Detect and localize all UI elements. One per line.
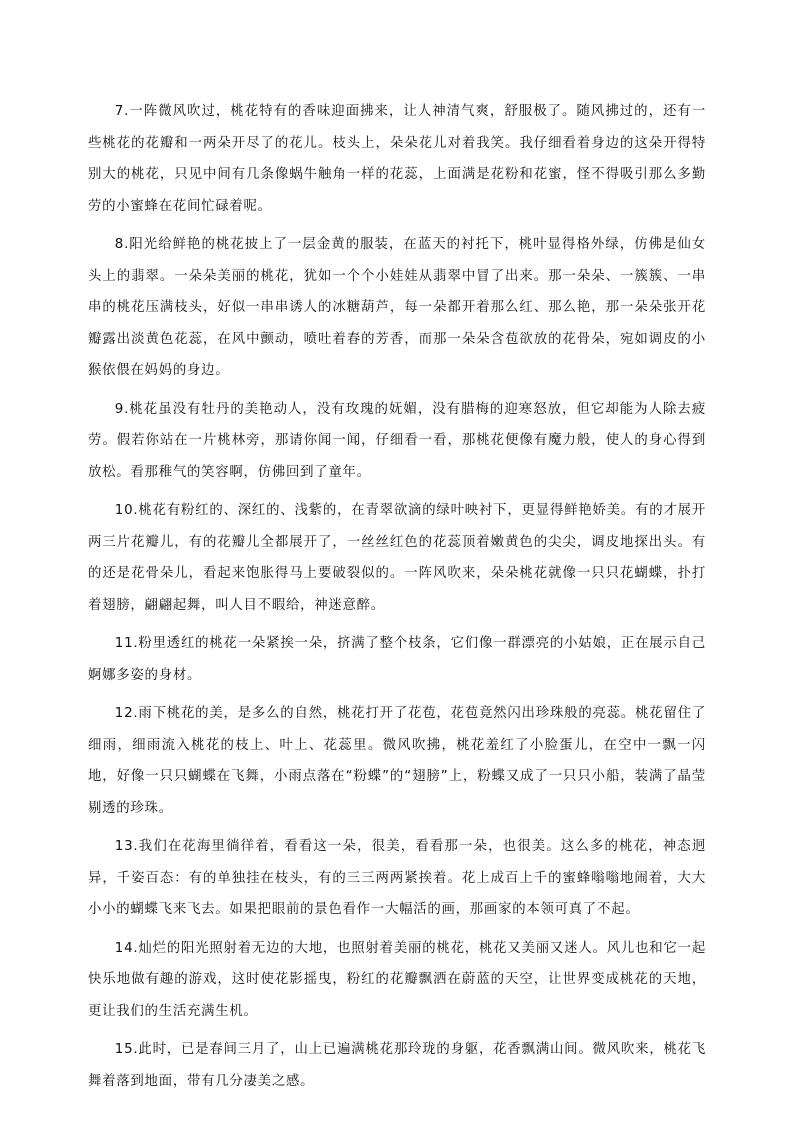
paragraph-number: 12. xyxy=(114,706,139,721)
paragraph-number: 11. xyxy=(114,636,139,651)
paragraph-number: 9. xyxy=(114,401,130,417)
paragraph-13 xyxy=(88,831,706,926)
paragraph-text: 雨下桃花的美，是多么的自然，桃花打开了花苞，花苞竟然闪出珍珠般的亮蕊。桃花留住了细雨，细雨流入桃花的枝上、叶上、花蕊里。微风吹拂，桃花羞红了小脸蛋儿，在空中一飘一闪地，好像一只只蝴蝶在飞舞，小雨点落在“粉蝶”的“翅膀”上，粉蝶又成了一只只小船，装满了晶莹剔透的珍珠。 xyxy=(88,706,706,816)
paragraph-number: 8. xyxy=(114,237,130,252)
paragraph-number: 10. xyxy=(114,503,139,518)
paragraph-8 xyxy=(88,229,706,387)
paragraph-text: 灿烂的阳光照射着无边的大地，也照射着美丽的桃花，桃花又美丽又迷人。风儿也和它一起快乐地做有趣的游戏，这时使花影摇曳，粉红的花瓣飘洒在蔚蓝的天空，让世界变成桃花的天地，更让我们的生活充满生机。 xyxy=(88,940,706,1019)
paragraph-text: 粉里透红的桃花一朵紧挨一朵，挤满了整个枝条，它们像一群漂亮的小姑娘，正在展示自己婀娜多姿的身材。 xyxy=(88,636,706,683)
paragraph-text: 一阵微风吹过，桃花特有的香味迎面拂来，让人神清气爽，舒服极了。随风拂过的，还有一些桃花的花瓣和一两朵开尽了的花儿。枝头上，朵朵花儿对着我笑。我仔细看着身边的这朵开得特别大的桃花，只见中间有几条像蜗牛触角一样的花蕊，上面满是花粉和花蜜，怪不得吸引那么多勤劳的小蜜蜂在花间忙碌着呢。 xyxy=(88,104,706,214)
paragraph-text: 桃花虽没有牡丹的美艳动人，没有玫瑰的妩媚，没有腊梅的迎寒怒放，但它却能为人除去疲劳。假若你站在一片桃林旁，那请你闻一闻，仔细看一看，那桃花便像有魔力般，使人的身心得到放松。看那稚气的笑容啊，仿佛回到了童年。 xyxy=(88,401,706,480)
paragraph-7 xyxy=(88,96,706,222)
paragraph-14 xyxy=(88,933,706,1028)
paragraph-number: 15. xyxy=(114,1042,139,1057)
paragraph-10 xyxy=(88,495,706,621)
paragraph-number: 14. xyxy=(114,940,139,956)
paragraph-11 xyxy=(88,628,706,691)
paragraph-text: 我们在花海里徜徉着，看看这一朵，很美，看看那一朵，也很美。这么多的桃花，神态迥异，千姿百态：有的单独挂在枝头，有的三三两两紧挨着。花上成百上千的蜜蜂嗡嗡地闹着，大大小小的蝴蝶飞来飞去。如果把眼前的景色看作一大幅活的画，那画家的本领可真了不起。 xyxy=(88,839,706,917)
paragraph-text: 阳光给鲜艳的桃花披上了一层金黄的服装，在蓝天的衬托下，桃叶显得格外绿，仿佛是仙女头上的翡翠。一朵朵美丽的桃花，犹如一个个小娃娃从翡翠中冒了出来。那一朵朵、一簇簇、一串串的桃花压满枝头，好似一串串诱人的冰糖葫芦，每一朵都开着那么红、那么艳，那一朵朵张开花瓣露出淡黄色花蕊，在风中颤动，喷吐着春的芳香，而那一朵朵含苞欲放的花骨朵，宛如调皮的小猴依偎在妈妈的身边。 xyxy=(88,237,706,378)
paragraph-9 xyxy=(88,394,706,489)
paragraph-15 xyxy=(88,1034,706,1097)
document-body xyxy=(88,96,706,1104)
paragraph-12 xyxy=(88,698,706,824)
paragraph-text: 桃花有粉红的、深红的、浅紫的，在青翠欲滴的绿叶映衬下，更显得鲜艳娇美。有的才展开两三片花瓣儿，有的花瓣儿全都展开了，一丝丝红色的花蕊顶着嫩黄色的尖尖，调皮地探出头。有的还是花骨朵儿，看起来饱胀得马上要破裂似的。一阵风吹来，朵朵桃花就像一只只花蝴蝶，扑打着翅膀，翩翩起舞，叫人目不暇给，神迷意醉。 xyxy=(88,503,706,613)
paragraph-number: 13. xyxy=(114,839,139,854)
paragraph-text: 此时，已是春间三月了，山上已遍满桃花那玲珑的身躯，花香飘满山间。微风吹来，桃花飞舞着落到地面，带有几分凄美之感。 xyxy=(88,1042,706,1089)
paragraph-number: 7. xyxy=(114,104,130,119)
